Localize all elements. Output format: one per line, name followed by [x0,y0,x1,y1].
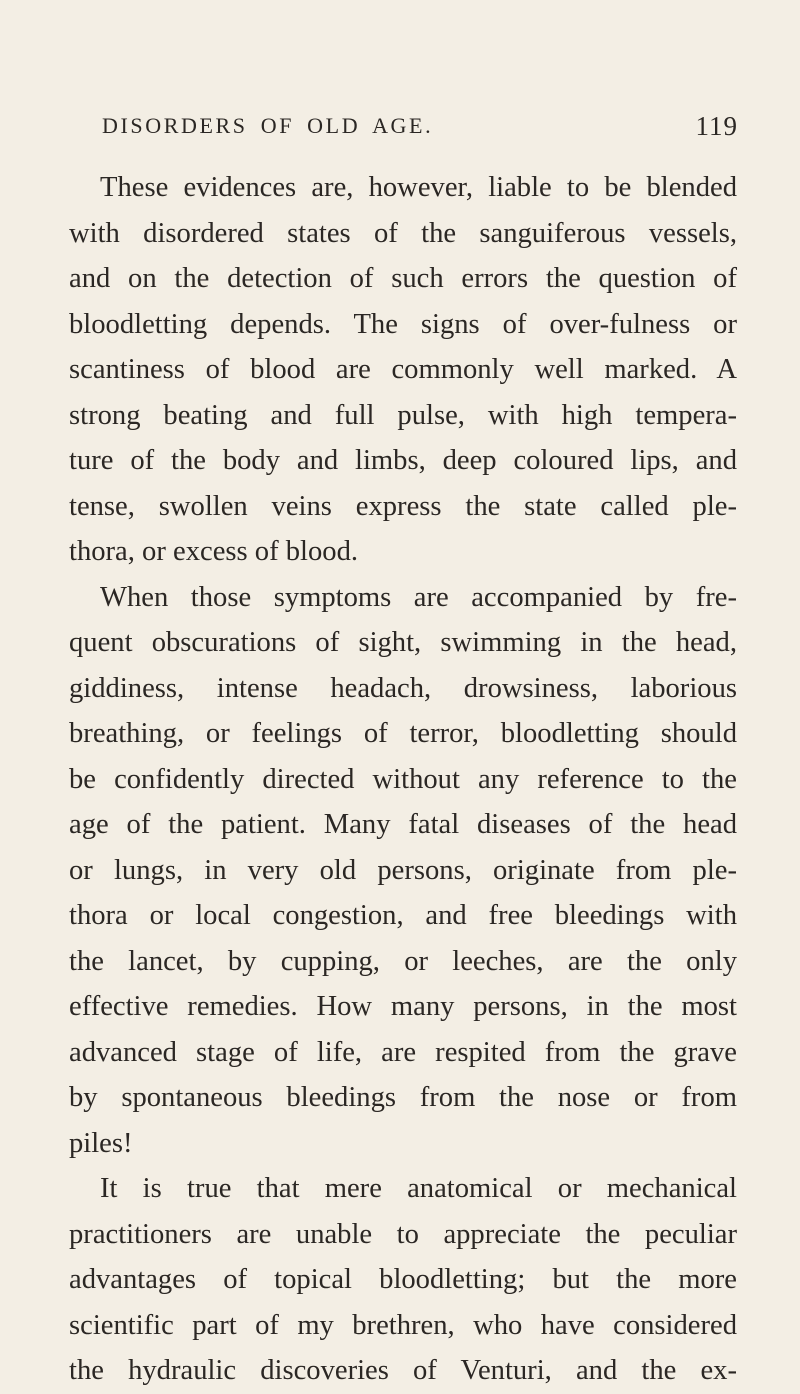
text-line: scantiness of blood are commonly well marked. A [69,354,737,385]
text-line: giddiness, intense headach, drowsiness, laborious [69,672,737,704]
body-text [69,165,737,1394]
text-line: strong beating and full pulse, with high tempera- [69,399,737,431]
text-line: with disordered states of the sanguiferous vessels, [69,217,737,249]
text-line: piles! [69,1127,133,1159]
text-line: effective remedies. How many persons, in the most [69,991,737,1022]
running-head [68,110,738,142]
text-line: or lungs, in very old persons, originate from ple- [69,854,737,886]
text-line: quent obscurations of sight, swimming in the head, [69,627,737,658]
page-number: 119 [695,111,738,141]
text-line: bloodletting depends. The signs of over-fulness or [69,308,737,340]
text-line: scientific part of my brethren, who have considered [69,1309,737,1341]
text-line: practitioners are unable to appreciate the peculiar [69,1218,737,1250]
text-line: age of the patient. Many fatal diseases of the head [69,809,737,840]
text-line: the hydraulic discoveries of Venturi, and the ex- [69,1355,737,1386]
text-line: thora or local congestion, and free bleedings with [69,900,737,931]
text-line: It is true that mere anatomical or mechanical [100,1173,737,1204]
text-line: by spontaneous bleedings from the nose or from [69,1082,737,1113]
running-title: DISORDERS OF OLD AGE. [102,113,434,138]
text-line: When those symptoms are accompanied by fre- [100,581,737,613]
text-line: These evidences are, however, liable to be blended [100,172,737,203]
text-line: be confidently directed without any reference to the [69,763,737,795]
text-line: the lancet, by cupping, or leeches, are the only [69,945,737,977]
text-line: and on the detection of such errors the question of [69,263,737,294]
text-line: advantages of topical bloodletting; but the more [69,1264,737,1295]
text-line: advanced stage of life, are respited from the grave [69,1036,737,1068]
text-line: ture of the body and limbs, deep coloured lips, and [69,445,737,476]
text-line: tense, swollen veins express the state called ple- [69,490,737,522]
text-line: thora, or excess of blood. [69,536,359,567]
text-line: breathing, or feelings of terror, bloodletting should [69,718,737,749]
